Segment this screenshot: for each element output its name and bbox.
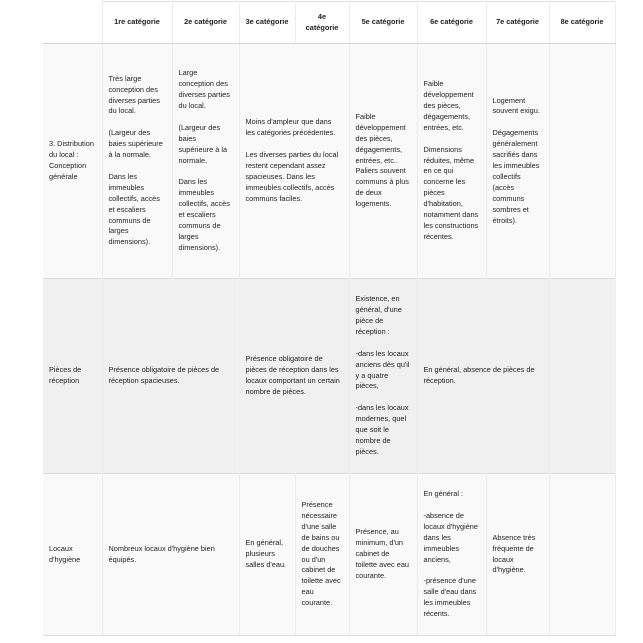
cell-hygiene-cat5 bbox=[349, 474, 417, 636]
header-cat-2: 2e catégorie bbox=[172, 2, 239, 44]
cell-distribution-cat5 bbox=[349, 44, 417, 279]
cell-hygiene-cat3 bbox=[239, 474, 295, 636]
cell-paragraph: Présence obligatoire de pièces de réception spacieuses. bbox=[108, 365, 220, 385]
cell-paragraph: Faible développement des pièces, dégagements, entrées, etc. bbox=[423, 79, 474, 132]
cell-paragraph: -dans les locaux modernes, quel que soit le nombre de pièces. bbox=[355, 403, 409, 456]
cell-paragraph: Dans les immeubles collectifs, accès et escaliers communs de larges dimensions). bbox=[108, 171, 160, 247]
cell-hygiene-cat8 bbox=[549, 474, 615, 636]
cell-paragraph: Large conception des diverses parties du local. bbox=[178, 68, 230, 111]
cell-paragraph: Faible développement des pièces, dégagements, entrées, etc.. Paliers souvent communs à plus de deux logements. bbox=[355, 111, 409, 209]
cell-paragraph: Logement souvent exigu. bbox=[492, 95, 540, 116]
cell-reception-cat5 bbox=[349, 279, 417, 474]
cell-distribution-cat6 bbox=[417, 44, 486, 279]
header-cat-8: 8e catégorie bbox=[549, 2, 615, 44]
cell-hygiene-cat4 bbox=[295, 474, 349, 636]
header-cat-1: 1re catégorie bbox=[102, 2, 172, 44]
table-row-distribution bbox=[43, 44, 615, 279]
cell-distribution-cat2 bbox=[172, 44, 239, 279]
cell-paragraph: Dégagements généralement sacrifiés dans les immeubles collectifs (accès communs sombres et étroits). bbox=[492, 128, 540, 225]
cell-reception-cat1-2 bbox=[102, 279, 239, 474]
cell-paragraph: Moins d'ampleur que dans les catégories précédentes. bbox=[245, 117, 336, 138]
cell-reception-cat3-4 bbox=[239, 279, 349, 474]
cell-distribution-cat7 bbox=[486, 44, 549, 279]
categories-table bbox=[43, 1, 616, 636]
cell-paragraph: (Largeur des baies supérieure à la normale. bbox=[108, 128, 163, 160]
cell-distribution-cat1 bbox=[102, 44, 172, 279]
cell-paragraph: Nombreux locaux d'hygiène bien équipés. bbox=[108, 543, 215, 564]
cell-paragraph: Présence nécessaire d'une salle de bains ou de douches ou d'un cabinet de toilette avec eau courante. bbox=[301, 499, 341, 608]
cell-paragraph: Dans les immeubles collectifs, accès et escaliers communs de larges dimensions). bbox=[178, 177, 230, 252]
header-cat-6: 6e catégorie bbox=[417, 2, 486, 44]
cell-hygiene-cat7 bbox=[486, 474, 549, 636]
cell-distribution-cat3-4 bbox=[239, 44, 349, 279]
cell-paragraph: Présence, au minimum, d'un cabinet de toilette avec eau courante. bbox=[355, 527, 409, 580]
cell-paragraph: Dimensions réduites, même en ce qui concerne les pièces d'habitation, notamment dans les constructions récentes. bbox=[423, 144, 479, 241]
cell-paragraph: Existence, en général, d'une pièce de réception : bbox=[355, 294, 402, 336]
cell-hygiene-cat1-2 bbox=[102, 474, 239, 636]
cell-paragraph: En général : bbox=[423, 489, 464, 499]
cell-paragraph: En général, absence de pièces de réception. bbox=[423, 365, 535, 385]
table-row-hygiene bbox=[43, 474, 615, 636]
header-cat-4: 4e catégorie bbox=[295, 2, 349, 44]
cell-paragraph: Présence obligatoire de pièces de réception dans les locaux comportant un certain nombre de pièces. bbox=[245, 354, 340, 396]
cell-reception-cat6-7 bbox=[417, 279, 549, 474]
cell-distribution-cat8 bbox=[549, 44, 615, 279]
header-cat-5: 5e catégorie bbox=[349, 2, 417, 44]
cell-reception-cat8 bbox=[549, 279, 615, 474]
header-cat-7: 7e catégorie bbox=[486, 2, 549, 44]
header-cat-3: 3e catégorie bbox=[239, 2, 295, 44]
table-row-reception bbox=[43, 279, 615, 474]
row-label-reception: Pièces de réception bbox=[43, 279, 102, 474]
cell-paragraph: En général, plusieurs salles d'eau. bbox=[245, 538, 287, 569]
cell-paragraph: Très large conception des diverses parties du local. bbox=[108, 73, 160, 116]
cell-paragraph: -présence d'une salle d'eau dans les immeubles récents. bbox=[423, 576, 477, 619]
cell-paragraph: Les diverses parties du local restent cependant assez spacieuses. Dans les immeubles collectifs, accès communs faciles. bbox=[245, 150, 339, 203]
cell-hygiene-cat6 bbox=[417, 474, 486, 636]
row-label-distribution: 3. Distribution du local : Conception générale bbox=[43, 44, 102, 279]
cell-paragraph: -dans les locaux anciens dès qu'il y a quatre pièces, bbox=[355, 348, 410, 391]
row-label-hygiene: Locaux d'hygiène bbox=[43, 474, 102, 636]
header-corner bbox=[43, 2, 102, 44]
cell-paragraph: Absence très fréquente de locaux d'hygiène. bbox=[492, 532, 536, 575]
cell-paragraph: -absence de locaux d'hygiène dans les immeubles anciens, bbox=[423, 510, 478, 564]
cell-paragraph: (Largeur des baies supérieure à la normale. bbox=[178, 122, 228, 165]
header-row bbox=[43, 2, 615, 44]
